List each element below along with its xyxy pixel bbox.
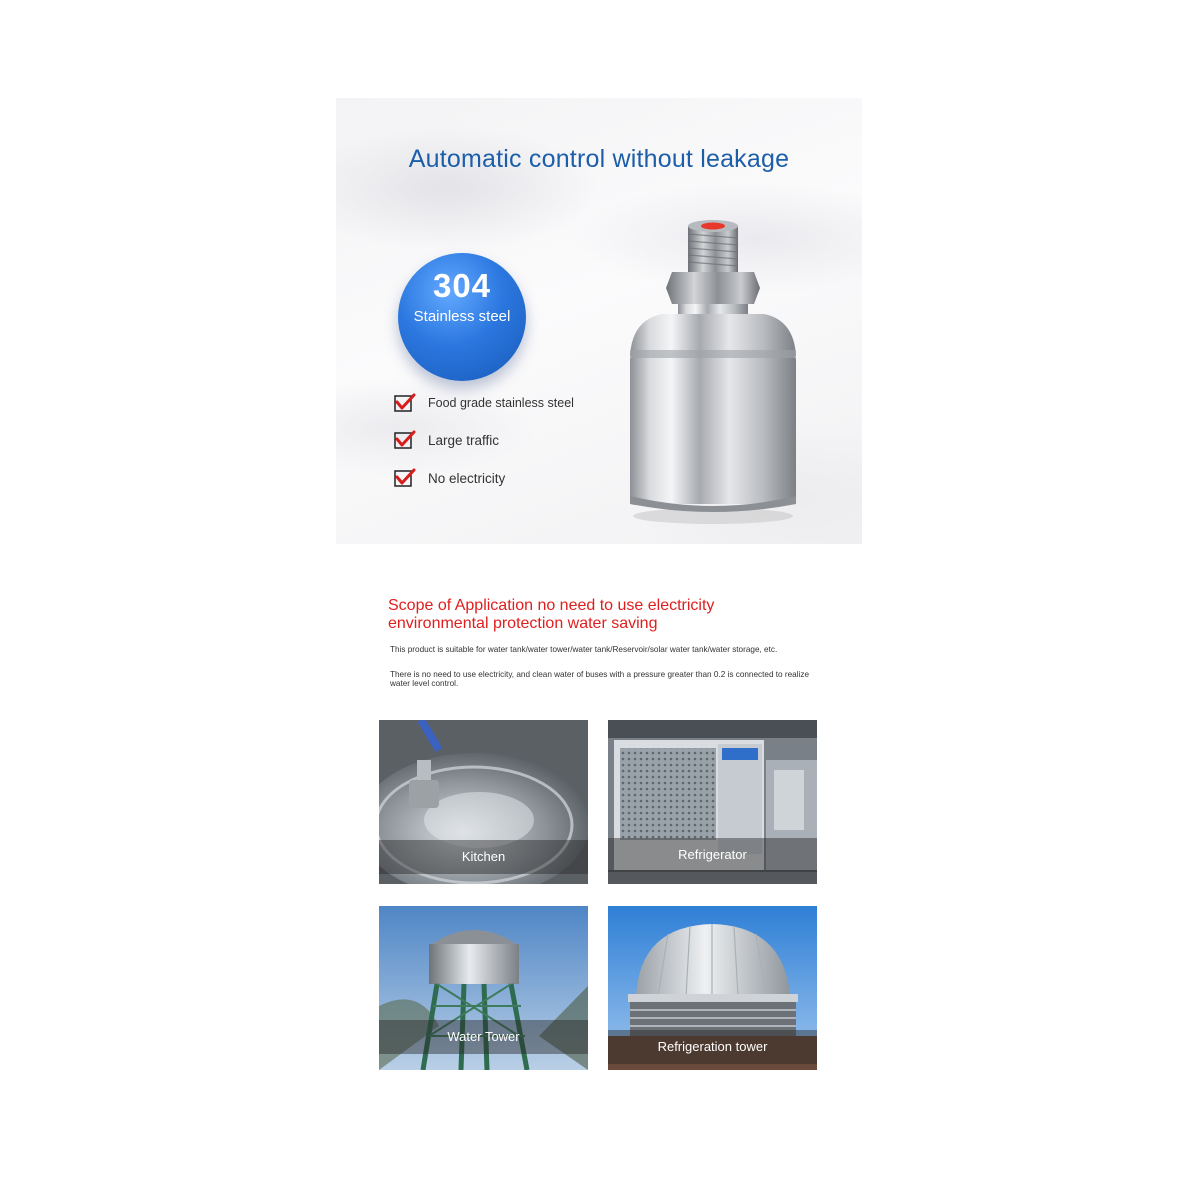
tile-caption: Refrigerator	[608, 838, 817, 872]
material-badge	[398, 253, 526, 381]
tile-caption: Refrigeration tower	[608, 1030, 817, 1064]
feature-item	[394, 429, 499, 451]
application-title-line2: environmental protection water saving	[388, 615, 658, 632]
water-tower-tile	[379, 906, 588, 1070]
product-hero-panel	[336, 98, 862, 544]
feature-label: No electricity	[428, 470, 506, 486]
application-title	[388, 597, 828, 633]
hero-title: Automatic control without leakage	[408, 145, 790, 173]
feature-item	[394, 467, 505, 489]
feature-label: Food grade stainless steel	[428, 396, 574, 410]
application-title-line1: Scope of Application no need to use electricity	[388, 597, 715, 614]
badge-number: 304	[432, 267, 492, 304]
application-description-1: This product is suitable for water tank/water tower/water tank/Reservoir/solar water tank/water storage, etc.	[390, 645, 778, 654]
refrigerator-tile	[608, 720, 817, 884]
red-check-icon	[394, 430, 416, 450]
application-description-2: There is no need to use electricity, and clean water of buses with a pressure greater than 0.2 is connected to realize water level control.	[390, 670, 810, 688]
kitchen-tile	[379, 720, 588, 884]
feature-label: Large traffic	[428, 432, 500, 448]
red-check-icon	[394, 468, 416, 488]
tile-caption: Water Tower	[379, 1020, 588, 1054]
refrigeration-tower-tile	[608, 906, 817, 1070]
red-check-icon	[394, 393, 416, 413]
feature-item	[394, 392, 574, 414]
badge-text: Stainless steel	[413, 308, 511, 325]
float-valve-image	[622, 216, 804, 526]
tile-caption: Kitchen	[379, 840, 588, 874]
